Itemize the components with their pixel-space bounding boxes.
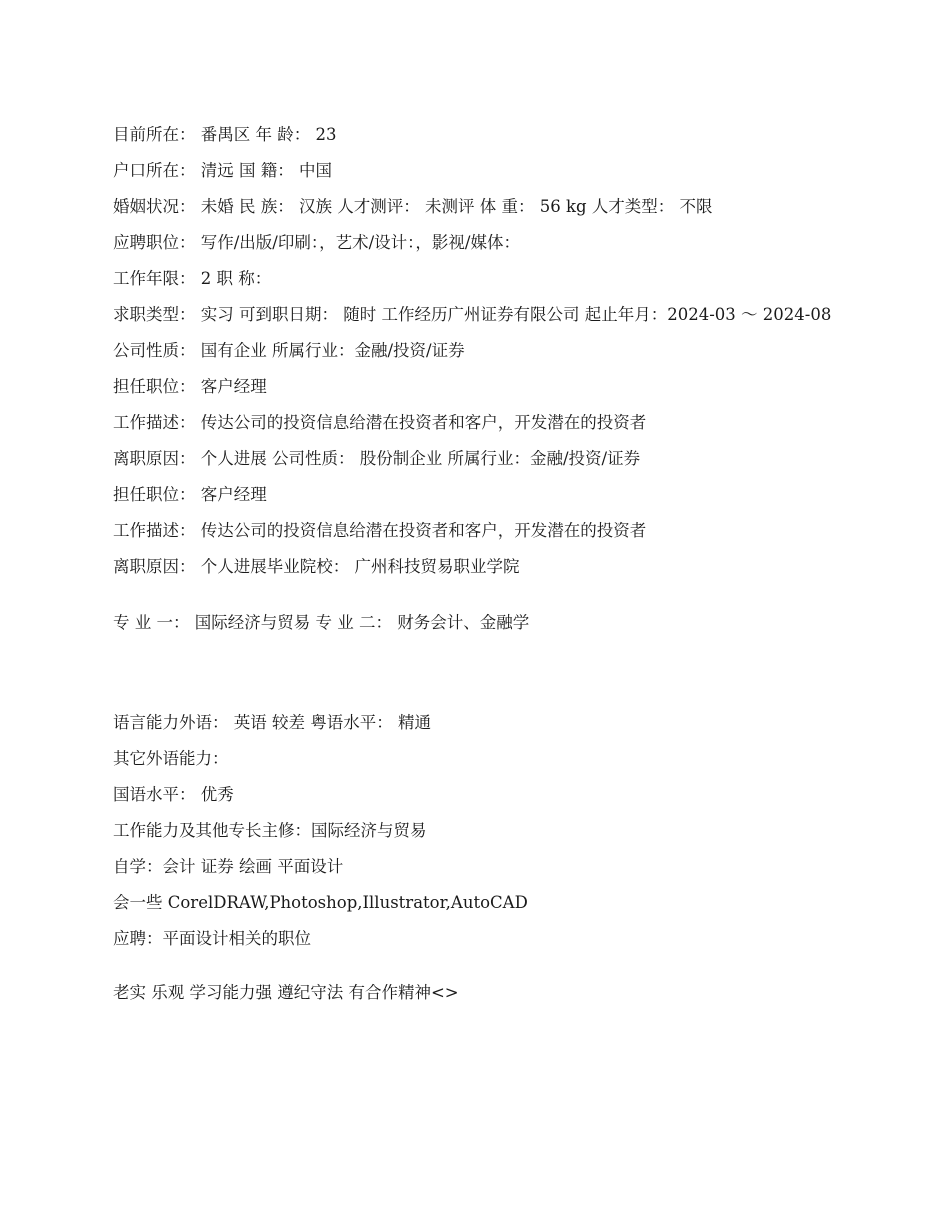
position-held-line-2: 担任职位： 客户经理 [113,485,267,504]
self-study-line: 自学：会计 证券 绘画 平面设计 [113,857,344,876]
hukou-nationality-line: 户口所在： 清远 国 籍： 中国 [113,161,332,180]
company-nature-line-1: 公司性质： 国有企业 所属行业：金融/投资/证券 [113,341,465,360]
language-ability-line: 语言能力外语： 英语 较差 粤语水平： 精通 [113,713,431,732]
major-line: 专 业 一： 国际经济与贸易 专 业 二： 财务会计、金融学 [113,613,530,632]
marital-ethnicity-line: 婚姻状况： 未婚 民 族： 汉族 人才测评： 未测评 体 重： 56 kg 人才类型： 不限 [113,197,713,216]
software-skills-line: 会一些 CorelDRAW,Photoshop,Illustrator,AutoCAD [113,893,528,912]
leaving-reason-school-line: 离职原因： 个人进展毕业院校： 广州科技贸易职业学院 [113,557,520,576]
target-position-line: 应聘：平面设计相关的职位 [113,929,311,948]
leaving-reason-line-1: 离职原因： 个人进展 公司性质： 股份制企业 所属行业：金融/投资/证券 [113,449,641,468]
resume-page [113,125,833,1019]
mandarin-level-line: 国语水平： 优秀 [113,785,234,804]
applied-position-line: 应聘职位： 写作/出版/印刷：，艺术/设计：，影视/媒体： [113,233,520,252]
work-years-line: 工作年限： 2 职 称： [113,269,272,288]
other-language-line: 其它外语能力： [113,749,229,768]
job-type-experience-line: 求职类型： 实习 可到职日期： 随时 工作经历广州证券有限公司 起止年月：2024-03 ～ 2024-08 [113,305,832,324]
self-evaluation-line: 老实 乐观 学习能力强 遵纪守法 有合作精神<> [113,983,459,1002]
position-held-line-1: 担任职位： 客户经理 [113,377,267,396]
skills-major-line: 工作能力及其他专长主修：国际经济与贸易 [113,821,427,840]
job-description-line-1: 工作描述： 传达公司的投资信息给潜在投资者和客户，开发潜在的投资者 [113,413,647,432]
job-description-line-2: 工作描述： 传达公司的投资信息给潜在投资者和客户，开发潜在的投资者 [113,521,647,540]
location-age-line: 目前所在： 番禺区 年 龄： 23 [113,125,337,144]
